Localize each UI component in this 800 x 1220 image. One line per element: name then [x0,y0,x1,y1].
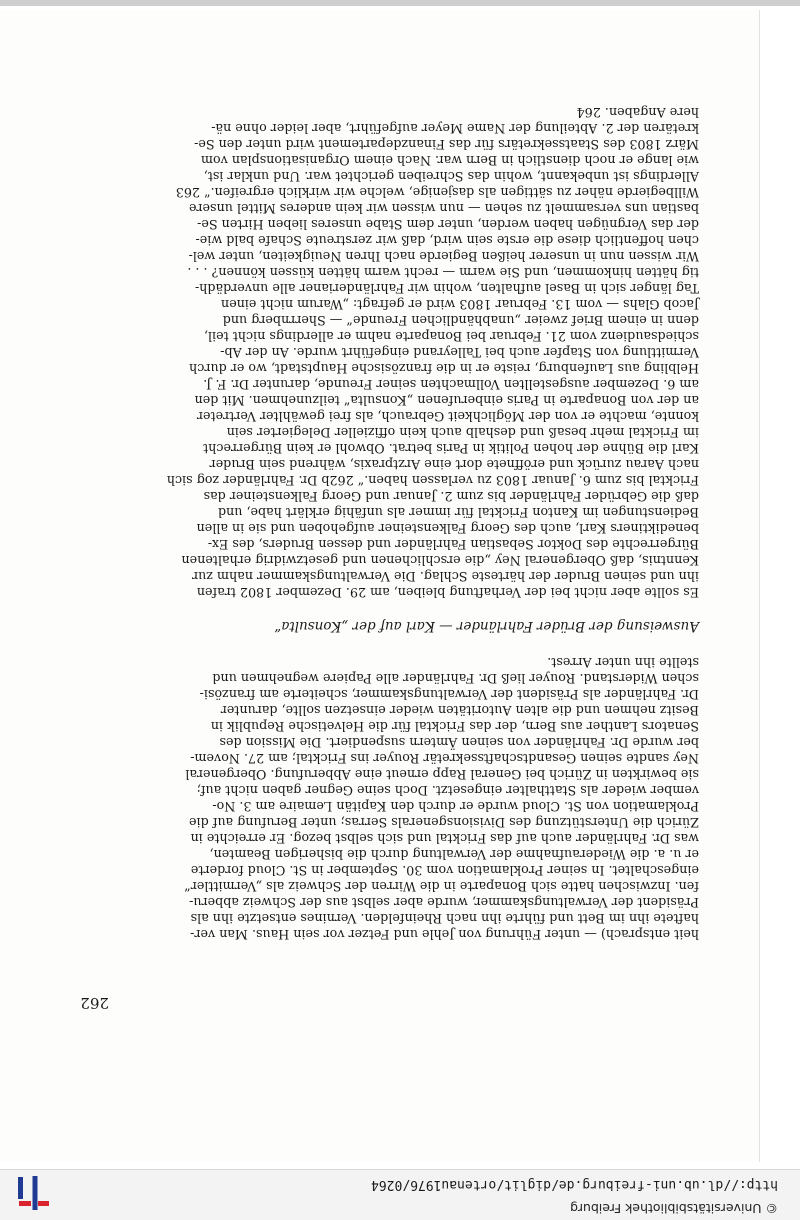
text-line: denn in einem Brief zweier „unabhändlichen Freunde“ — Sherrnberg und [222,313,699,328]
text-line: benediktiners Karl, auch des Georg Falkensteiner aufgehoben und sie in allen [196,521,699,536]
text-line: Allerdings ist unbekannt, wohin das Schreiben gerichtet war. Und unklar ist, [203,169,699,184]
document-url-link[interactable]: http://dl.ub.uni-freiburg.de/diglit/ortenau1976/0264 [371,1177,778,1192]
text-line: haftete ihn im Bett und führte ihn nach Rheinfelden. Vernines entsetzte ihn als [190,911,699,926]
text-line: am 6. Dezember ausgestellten Vollmachten seiner Freunde, darunter Dr. F. J. [203,377,699,392]
copyright-notice: © Universitätsbibliothek Freiburg [570,1201,778,1216]
text-line: Zürich die Unterstützung des Divisionsgenerals Serras; unter Berufung auf die [189,815,699,830]
text-line: Es sollte aber nicht bei der Verhaftung bleiben, am 29. Dezember 1802 trafen [196,585,699,600]
text-line: Senators Lanther aus Bern, der das Fricktal für die Helvetische Republik in [210,719,699,734]
text-line: Proklamation von St. Cloud wurde er durch den Kapitän Lemaire am 3. No- [212,799,699,814]
text-line: Präsident der Verwaltungskammer, wurde aber selbst aus der Schweiz abberu- [189,895,699,910]
text-line: der das Vergnügen haben werden, unter dem Stabe unseres lieben Hirten Se- [197,217,699,232]
text-line: Bürgerrechte des Doktor Sebastian Fahrländer und dessen Bruders, des Ex- [207,537,699,552]
text-line: Jacob Glahs — vom 13. Februar 1803 wird er gefragt: „Warum nicht einen [221,297,699,312]
text-line: Willbegierde näher zu sättigen als dasjenige, welche wir wirklich ergreifen.“ 263 [175,185,699,200]
text-line: er u. a. die Wiederaufnahme der Verwaltung durch die bisherigen Beamten, [209,847,699,862]
text-line: konnte, machte er von der Möglichkeit Gebrauch, als frei gewählter Vertreter [196,409,699,424]
text-line: Dr. Fahrländer als Präsident der Verwaltungskammer, scheiterte am französi- [199,687,699,702]
text-line: Wir wissen nun in unserer heißen Begierde nach Ihren Neuigkeiten, unter wel- [188,249,699,264]
text-line: an der von Bonaparte in Paris einberufenen „Konsulta“ teilzunehmen. Mit den [194,393,699,408]
text-line: schiedsaudienz vom 21. Februar bei Bonaparte nahm er allerdings nicht teil, [203,329,699,344]
text-line: Vermittlung von Stapfer auch bei Talleyrand eingeführt wurde. An der Ab- [220,345,699,360]
text-line: Besitz nehmen und die alten Autoritäten wieder einsetzen sollte, darunter [220,703,699,718]
text-line: im Fricktal mehr besaß und deshalb auch kein offizieller Delegierter sein [226,425,699,440]
text-line: daß die Gebrüder Fahrländer bis zum 2. Januar und Georg Falkensteiner das [203,489,699,504]
text-line: wie lange er noch dienstlich in Bern war. Nach einem Organisationsplan vom [200,153,699,168]
page-number: 262 [80,994,109,1012]
scanned-page [0,10,760,1162]
text-line: ihn und seinen Bruder der härteste Schlag. Die Verwaltungskammer nahm zur [192,569,699,584]
text-line: kretären der 2. Abteilung der Name Meyer aufgeführt, aber leider ohne nä- [211,121,699,136]
text-line: März 1803 des Staatssekretärs für das Finanzdepartement wird unter den Se- [194,137,699,152]
text-line: nach Aarau zurück und eröffnete dort eine Arztpraxis, während sein Bruder [209,457,699,472]
text-line: tig hätten hinkommen, und Sie warm — recht warm hätten küssen können? . . . [187,265,699,280]
viewer-header [0,1169,800,1220]
text-line: Tag länger sich in Basel aufhalten, wohin wir Fahrländerianer alle unverdädh- [194,281,699,296]
text-line: vember wieder als Statthalter eingesetzt. Doch seine Gegner gaben nicht auf; [196,783,699,798]
text-line: was Dr. Fahrländer auch auf das Fricktal und sich selbst bezog. Er erreichte in [190,831,699,846]
text-line: bastian uns versammelt zu sehen — nun wissen wir kein anderes Mittel unsere [188,201,699,216]
text-line: Kenntnis, daß Obergeneral Ney „die erschlichenen und gesetzwidrig erhaltenen [181,553,699,568]
viewer-footer-band [0,0,800,6]
text-line: stellte ihn unter Arrest. [547,655,699,670]
text-line: Bedienstungen im Kanton Fricktal für immer als unfähig erklärt habe, und [217,505,699,520]
text-line: schen Widerstand. Rouyer ließ Dr. Fahrländer alle Papiere wegnehmen und [212,671,699,686]
text-line: chen hoffentlich diese die erste sein wird, daß wir zerstreute Schafe bald wie- [195,233,699,248]
text-line: ber wurde Dr. Fahrländer von seinen Ämtern suspendiert. Die Mission des [219,735,699,750]
ub-freiburg-logo-icon [12,1174,52,1214]
text-line: Helbling aus Laufenburg, reiste er in die französische Hauptstadt, wo er durch [189,361,699,376]
text-line: Fricktal bis zum 6. Januar 1803 zu verlassen haben.“ 262b Dr. Fahrländer zog sich [166,473,699,488]
text-line: here Angaben. 264 [576,105,699,120]
text-line: Karl die Bühne der hohen Politik in Paris betrat. Obwohl er kein Bürgerrecht [203,441,699,456]
text-line: fen. Inzwischen hatte sich Bonaparte in die Wirren der Schweiz als „Vermittler“ [184,879,699,894]
text-line: heit entsprach) — unter Führung von Jehle und Fetzer vor sein Haus. Man ver- [190,927,699,942]
section-heading: Ausweisung der Brüder Fahrländer — Karl auf der „Konsulta“ [274,618,699,634]
text-line: sie bewirkten in Zürich bei General Rapp erneut eine Abberufung. Obergeneral [185,767,699,782]
text-line: eingeschaltet. In seiner Proklamation vom 30. September in St. Cloud forderte [190,863,699,878]
text-line: Ney sandte seinen Gesandtschaftssekretär Rouyer ins Fricktal; am 27. Novem- [190,751,699,766]
